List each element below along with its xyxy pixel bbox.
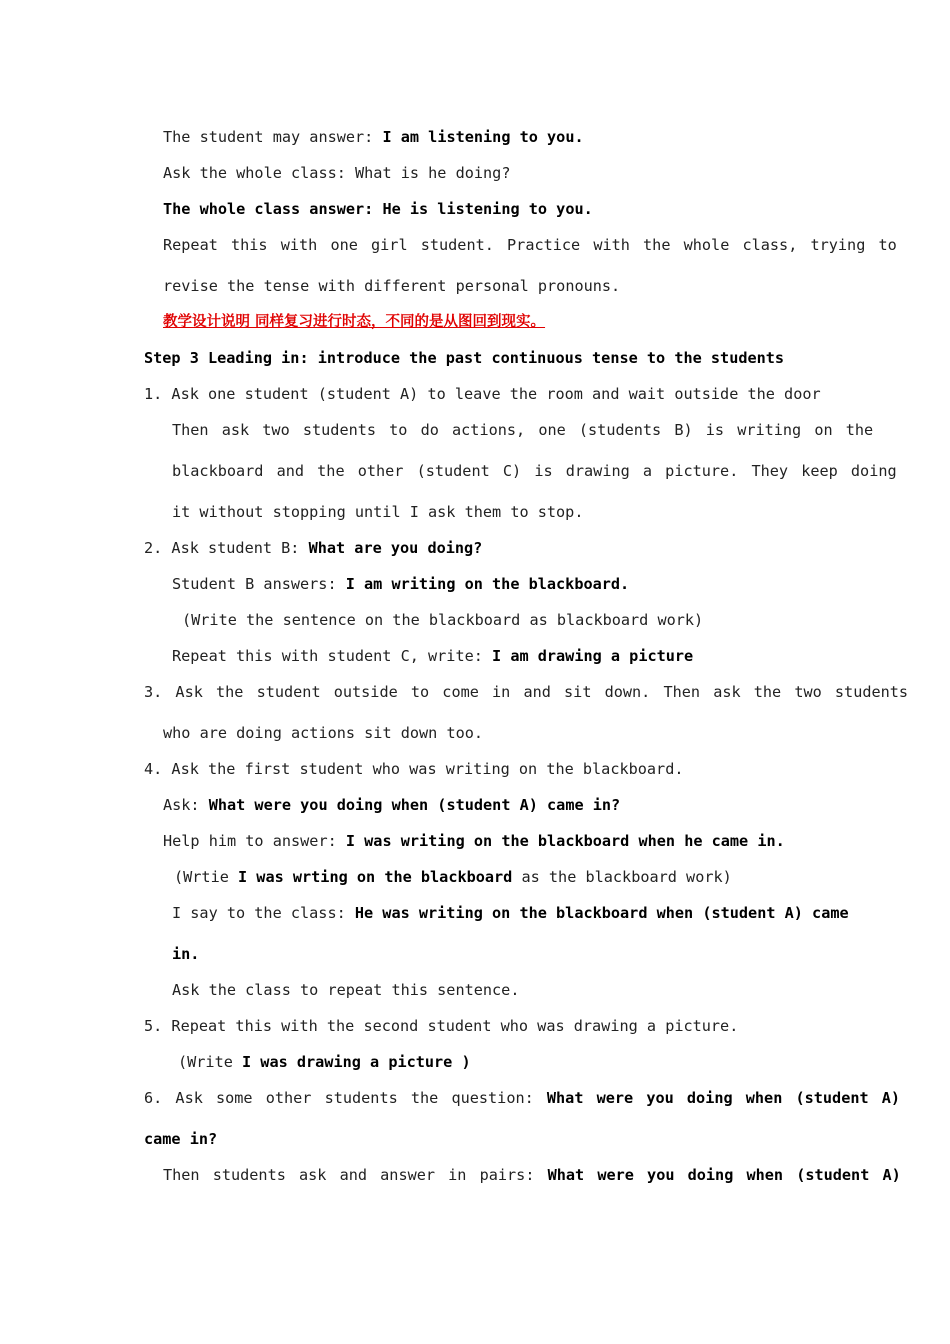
list-item-1: 1. Ask one student (student A) to leave the room and wait outside the door <box>144 385 821 403</box>
list-item-1-cont: Then ask two students to do actions, one (students B) is writing on the <box>172 421 874 439</box>
list-item-2-note: (Write the sentence on the blackboard as blackboard work) <box>182 611 704 629</box>
text-bold: I was drawing a picture ) <box>242 1053 471 1071</box>
text-bold: He was writing on the blackboard when (student A) came <box>354 904 849 922</box>
line-revise-tense: revise the tense with different personal pronouns. <box>163 277 621 295</box>
list-item-5: 5. Repeat this with the second student who was drawing a picture. <box>144 1017 739 1035</box>
text-normal: Help him to answer: <box>163 832 346 850</box>
text-normal: The student may answer: <box>163 128 383 146</box>
text-bold: What were you doing when (student A) <box>546 1089 901 1107</box>
line-ask-class: Ask the whole class: What is he doing? <box>163 164 511 182</box>
text-normal: 6. Ask some other students the question: <box>144 1089 547 1107</box>
step-3-heading: Step 3 Leading in: introduce the past continuous tense to the students <box>144 349 785 367</box>
list-item-3: 3. Ask the student outside to come in and sit down. Then ask the two students <box>144 683 909 701</box>
line-class-answer: The whole class answer: He is listening to you. <box>163 200 593 218</box>
text-normal: 2. Ask student B: <box>144 539 309 557</box>
list-item-1-cont: it without stopping until I ask them to stop. <box>172 503 584 521</box>
text-normal: (Write <box>178 1053 243 1071</box>
text-bold: I was writing on the blackboard when he came in. <box>345 832 785 850</box>
list-item-4-repeat: Ask the class to repeat this sentence. <box>172 981 520 999</box>
list-item-2 <box>144 538 482 558</box>
list-item-4-note <box>174 867 732 887</box>
text-normal: I say to the class: <box>172 904 355 922</box>
line-student-answer <box>163 127 584 147</box>
teaching-design-note: 教学设计说明 同样复习进行时态，不同的是从图回到现实。 <box>163 314 546 330</box>
text-normal: (Wrtie <box>174 868 239 886</box>
list-item-6-cont: came in? <box>144 1130 218 1148</box>
list-item-2-answer <box>172 574 629 594</box>
list-item-5-note <box>178 1052 471 1072</box>
list-item-4-help <box>163 831 785 851</box>
list-item-3-cont: who are doing actions sit down too. <box>163 724 484 742</box>
text-normal: Student B answers: <box>172 575 346 593</box>
text-bold: I was wrting on the blackboard <box>238 868 513 886</box>
text-normal: as the blackboard work) <box>512 868 732 886</box>
text-normal: Ask: <box>163 796 209 814</box>
list-item-4-ask <box>163 795 620 815</box>
list-item-1-cont: blackboard and the other (student C) is drawing a picture. They keep doing <box>172 462 897 480</box>
list-item-4: 4. Ask the first student who was writing on the blackboard. <box>144 760 684 778</box>
text-bold: I am drawing a picture <box>492 647 694 665</box>
list-item-4-say-cont: in. <box>172 945 200 963</box>
text-bold: What are you doing? <box>308 539 483 557</box>
list-item-4-say <box>172 903 849 923</box>
text-normal: Then students ask and answer in pairs: <box>163 1166 548 1184</box>
list-item-6 <box>144 1088 900 1108</box>
list-item-2-repeat <box>172 646 693 666</box>
text-bold: What were you doing when (student A) came in? <box>208 796 621 814</box>
line-repeat-practice: Repeat this with one girl student. Practice with the whole class, trying to <box>163 236 897 254</box>
list-item-6-pairs <box>163 1165 901 1185</box>
text-bold: I am writing on the blackboard. <box>345 575 630 593</box>
text-normal: Repeat this with student C, write: <box>172 647 493 665</box>
text-bold: I am listening to you. <box>382 128 584 146</box>
text-bold: What were you doing when (student A) <box>547 1166 901 1184</box>
